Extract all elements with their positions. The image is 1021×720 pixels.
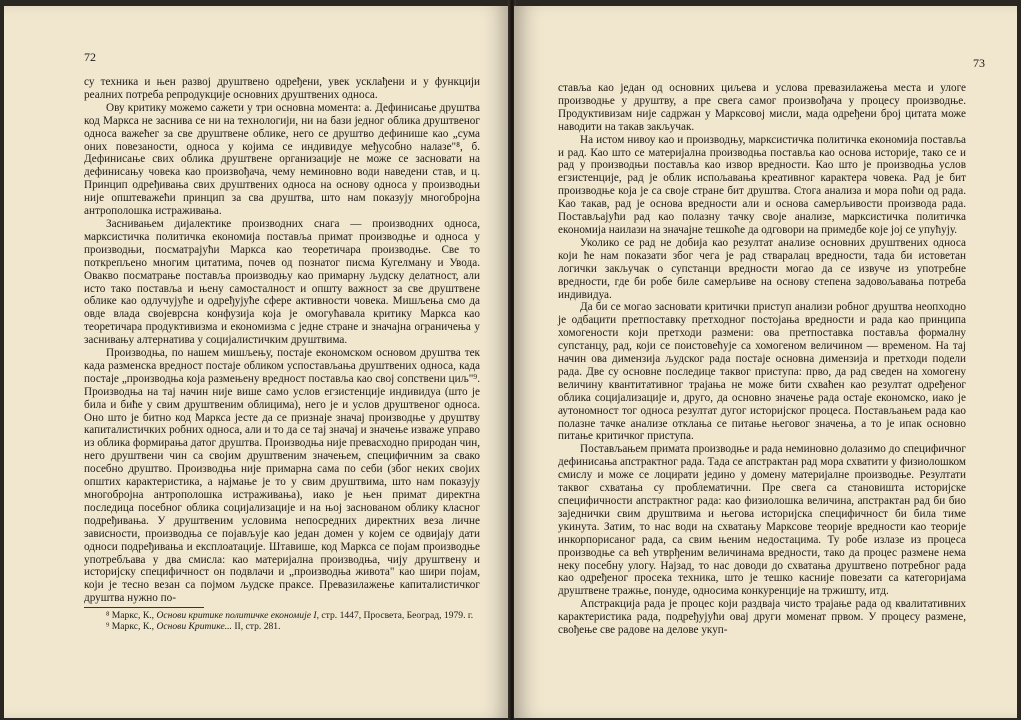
left-page xyxy=(4,6,510,718)
footnote-rule xyxy=(84,607,204,608)
footnote-author: Маркс, К., xyxy=(111,610,155,622)
paragraph: Уколико се рад не добија као резултат анализе основних друштвених односа који ће нам показати због чега је рад стваралац вредности, тада би истоветан логички закључак о супстанци вредности могао да се извуче из употребне вредности, где би робе биле самерљиве на основу степена задовољавања потреба индивидуа. xyxy=(558,236,966,301)
paragraph: Апстракција рада је процес који раздваја чисто трајање рада од квалитативних карактеристика рада, подређујући овај други моменат првом. У процесу размене, свођење све радове на делове укуп- xyxy=(558,598,966,637)
paragraph: стављa као један од основних циљева и услова превазилажења места и улоге производње у друштву, а пре свега самог произвођача у процесу производње. Продуктивизам није садржан у Марксовој мисли, мада одређени број цитата може наводити на такав закључак. xyxy=(558,82,966,133)
right-text-column xyxy=(558,82,966,637)
left-text-column xyxy=(84,76,480,632)
paragraph: Ову критику можемо сажети у три основна момента: а. Дефинисање друштва код Маркса не заснива се ни на технологији, ни на бази једног облика друштвеног односа важећег за све друштвене облике, него се друштво дефинише као „сума оних повезаности, односа у којима се индивидуе међусобно налазе"⁸, б. Дефинисање свих облика друштвене организације не може се засновати на дефинисању човека као произвођача, чему неминовно води наведени став, и ц. Принцип одређивања свих друштвених односа на основу односа у производњи није општеважећи принцип за сва друштва, што нам показују многобројна антрополошка истраживања. xyxy=(84,101,480,218)
paragraph: На истом нивоу као и производњу, марксистичка политичка економија поставља и рад. Као што се материјална производња поставља као основа историје, тако се и рад у производњи поставља као извор вредности. Као што је производња услов егзистенције, рад је облик испољавања креативног карактера човека. Рад је бит производње која је са своје стране бит друштва. Стога анализа и мора поћи од рада. Као такав, рад је основа вредности али и основа самерљивости производа рада. Постављајући рад као полазну тачку своје анализе, марксистичка политичка економија наилази на значајне тешкоће да одговори на примедбе које јој се упућују. xyxy=(558,133,966,236)
paragraph: су техника и њен развој друштвено одређени, увек усклађени и у функцији реалних потреба репродукције основних друштвених односа. xyxy=(84,76,480,101)
footnote xyxy=(84,610,480,621)
footnote-rest: II, стр. 281. xyxy=(234,621,281,633)
right-page xyxy=(514,6,1017,718)
paragraph: Производња, по нашем мишљењу, постаје економском основом друштва тек када разменска вредност постаје обликом успостављања друштвених односа, када постаје „производња која размењену вредност поставља као свој сопствени циљ"⁹. Производња на тај начин није више само услов егзистенције индивидуа (што је била и биће у свим друштвеним облицима), него је и услов друштвеног односа. Оно што је битно код Маркса јесте да се признаје значај производње у друштву капиталистичких робних односа, али и то да се тај значај и значење изважe управо из облика формирања датог друштва. Производња није превасходно природан чин, него друштвени чин са својим друштвеним значењем, специфичним за свако посебно друштво. Производња није примарна сама по себи (због неких својих општих карактеристика, а најмање је то у свим друштвима, што нам показују многобројна антрополошка истраживања), иако је њен примат директна последица посебног облика социјализације и на њој заснованом облику класног подређивања. У друштвеним условима непосредних директних веза личне зависности, производња се појављује као један домен у којем се одвијају дати односи подређивања и експлоатације. Штавише, код Маркса се појам производње употребљава у два смисла: као материјална производња, чију друштвену и историјску специфичност он подвлачи и „производња живота" као шири појам, који је тесно везан са појмом људске праксе. Превазилажење капиталистичког друштва нужно по- xyxy=(84,347,480,605)
page-number: 73 xyxy=(973,56,985,70)
footnote-rest: стр. 1447, Просвета, Београд, 1979. г. xyxy=(321,610,474,622)
footnote-author: Маркс, К., xyxy=(111,621,155,633)
footnote-mark: ⁸ xyxy=(106,610,110,622)
footnote-work: Основи критике политичке економије I, xyxy=(156,610,319,622)
footnote xyxy=(84,621,480,632)
footnote-mark: ⁹ xyxy=(106,621,110,633)
paragraph: Да би се могао засновати критички приступ анализи робног друштва неопходно је одбацити претпоставку претходног постојања вредности и рада као принципа хомогености који претходи размени: ова претпоставка постављa формалну супстанцу, рад, који се поистовећује са хомогеном величином — временом. На тај начин ова димензија људског рада постаје основна димензија и претходи подели рада. Две су основне последице таквог приступа: прво, да рад сведен на хомогену величину квантитативног трајања не може бити схваћен као резултат одређеног облика социјализације и, друго, да основно значење рада остаје економско, иако је аутономност тог односа резултат дугог историјског процеса. Постављањем рада као полазне тачке анализе отклања се питање његовог значења, а то је ипак основно питање критичког приступа. xyxy=(558,301,966,443)
page-number: 72 xyxy=(84,50,96,64)
paragraph: Постављањем примата производње и рада неминовно долазимо до специфичног дефинисања апстрактног рада. Тада се апстрактан рад мора схватити у физиолошком смислу и може се лоцирати једино у домену материјалне производње. Резултати таквог схватања су проблематични. Пре свега са становишта историјске специфичности апстрактног рада: као физиолошка величина, апстрактан рад би био заједнички свим друштвима и његова историјска специфичност би била тиме укинута. Затим, то нас води на схватању Марксове теорије вредности као теорије инкорпорисаног рада, са свим њеним недостацима. Ту робе излазе из процеса производње са већ утврђеним величинама вредности, тако да процес размене нема неку посебну улогу. Најзад, то нас доводи до схватања друштвено потребног рада као одређеног просека техника, што је тешко касније повезати са категоријама друштвене тражње, понуде, односима конкуренције на тржишту, итд. xyxy=(558,443,966,598)
footnote-work: Основи Критике... xyxy=(156,621,232,633)
paragraph: Заснивањем дијалектике производних снага — производних односа, марксистичка политичка економија поставља примат производње и односа у производњи, посматрајући Маркса као теоретичара производње. Све то поткрепљено многим цитатима, почев од познатог писма Кугелману и Увода. Овакво посматрање постављa производњу као примарну људску делатност, али исто тако постављa и њену самосталност и општу важност за све друштвене облике као одлучујуће и одређујуће сфере активности човека. Мишљења смо да овде влада својеврсна конфузија која је омогућавала критику Маркса као теоретичара продуктивизма и економизма с једне стране и значајна ограничења у заснивању алтернатива у социјалистичким друштвима. xyxy=(84,217,480,347)
